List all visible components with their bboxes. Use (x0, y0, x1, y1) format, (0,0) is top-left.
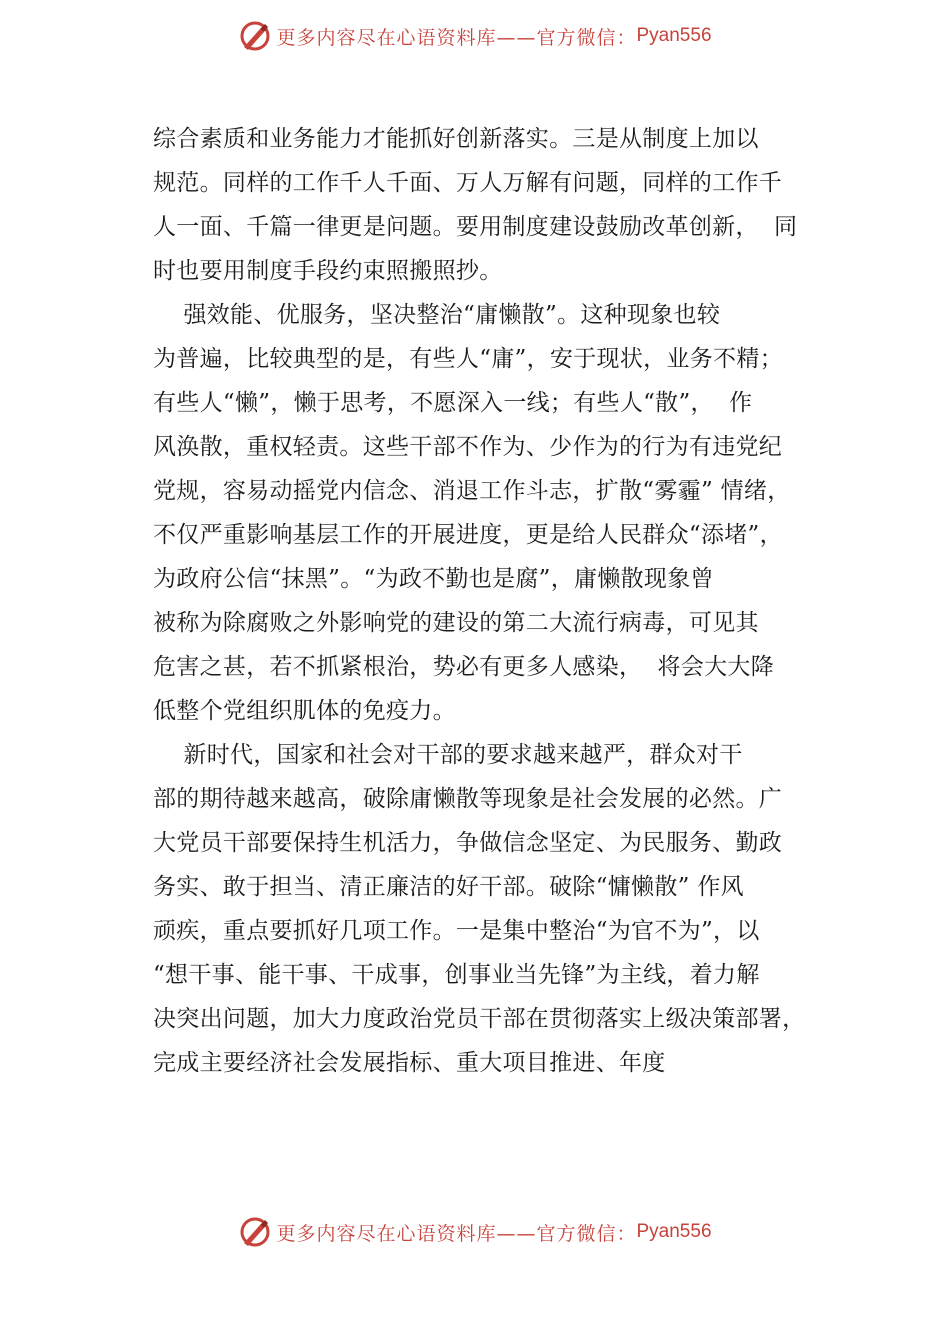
text-line: 规范。同样的工作千人千面、万人万解有问题，同样的工作千 (153, 170, 783, 196)
text-line: 风涣散，重权轻责。这些干部不作为、少作为的行为有违党纪 (153, 434, 783, 460)
document-body (153, 117, 833, 1085)
text-line: 被称为除腐败之外影响党的建设的第二大流行病毒，可见其 (153, 610, 759, 636)
text-line: 有些人“懒”，懒于思考，不愿深入一线；有些人“散”， 作 (153, 390, 753, 416)
text-line: 部的期待越来越高，破除庸懒散等现象是社会发展的必然。广 (153, 786, 783, 812)
text-line: 务实、敢于担当、清正廉洁的好干部。破除“慵懒散” 作风 (153, 874, 744, 900)
text-line: 时也要用制度手段约束照搬照抄。 (153, 258, 503, 284)
text-line: 低整个党组织肌体的免疫力。 (153, 698, 456, 724)
text-line: 新时代，国家和社会对干部的要求越来越严，群众对干 (153, 742, 743, 768)
pen-logo-icon (238, 1215, 272, 1249)
watermark-text: 更多内容尽在心语资料库——官方微信： (276, 1222, 637, 1245)
text-line: 综合素质和业务能力才能抓好创新落实。三是从制度上加以 (153, 126, 759, 152)
text-line: 顽疾，重点要抓好几项工作。一是集中整治“为官不为”，以 (153, 918, 760, 944)
watermark-account: Pyan556 (636, 1221, 712, 1242)
text-line: 为普遍，比较典型的是，有些人“庸”，安于现状，业务不精； (153, 346, 783, 372)
text-line: “想干事、能干事、干成事，创事业当先锋”为主线，着力解 (153, 962, 760, 988)
text-line: 决突出问题，加大力度政治党员干部在贯彻落实上级决策部署， (153, 1006, 806, 1032)
text-line: 人一面、千篇一律更是问题。要用制度建设鼓励改革创新， 同 (153, 214, 798, 240)
text-line: 危害之甚，若不抓紧根治，势必有更多人感染， 将会大大降 (153, 654, 775, 680)
pen-logo-icon (238, 19, 272, 53)
text-line: 党规，容易动摇党内信念、消退工作斗志，扩散“雾霾” 情绪， (153, 478, 791, 504)
text-line: 大党员干部要保持生机活力，争做信念坚定、为民服务、勤政 (153, 830, 783, 856)
text-line: 为政府公信“抹黑”。“为政不勤也是腐”，庸懒散现象曾 (153, 566, 714, 592)
text-line: 不仅严重影响基层工作的开展进度，更是给人民群众“添堵”， (153, 522, 783, 548)
footer-watermark (0, 1212, 950, 1252)
text-line: 完成主要经济社会发展指标、重大项目推进、年度 (153, 1050, 666, 1076)
header-watermark (0, 16, 950, 56)
text-line: 强效能、优服务，坚决整治“庸懒散”。这种现象也较 (153, 302, 721, 328)
watermark-text: 更多内容尽在心语资料库——官方微信： (276, 26, 637, 49)
watermark-account: Pyan556 (636, 25, 712, 46)
